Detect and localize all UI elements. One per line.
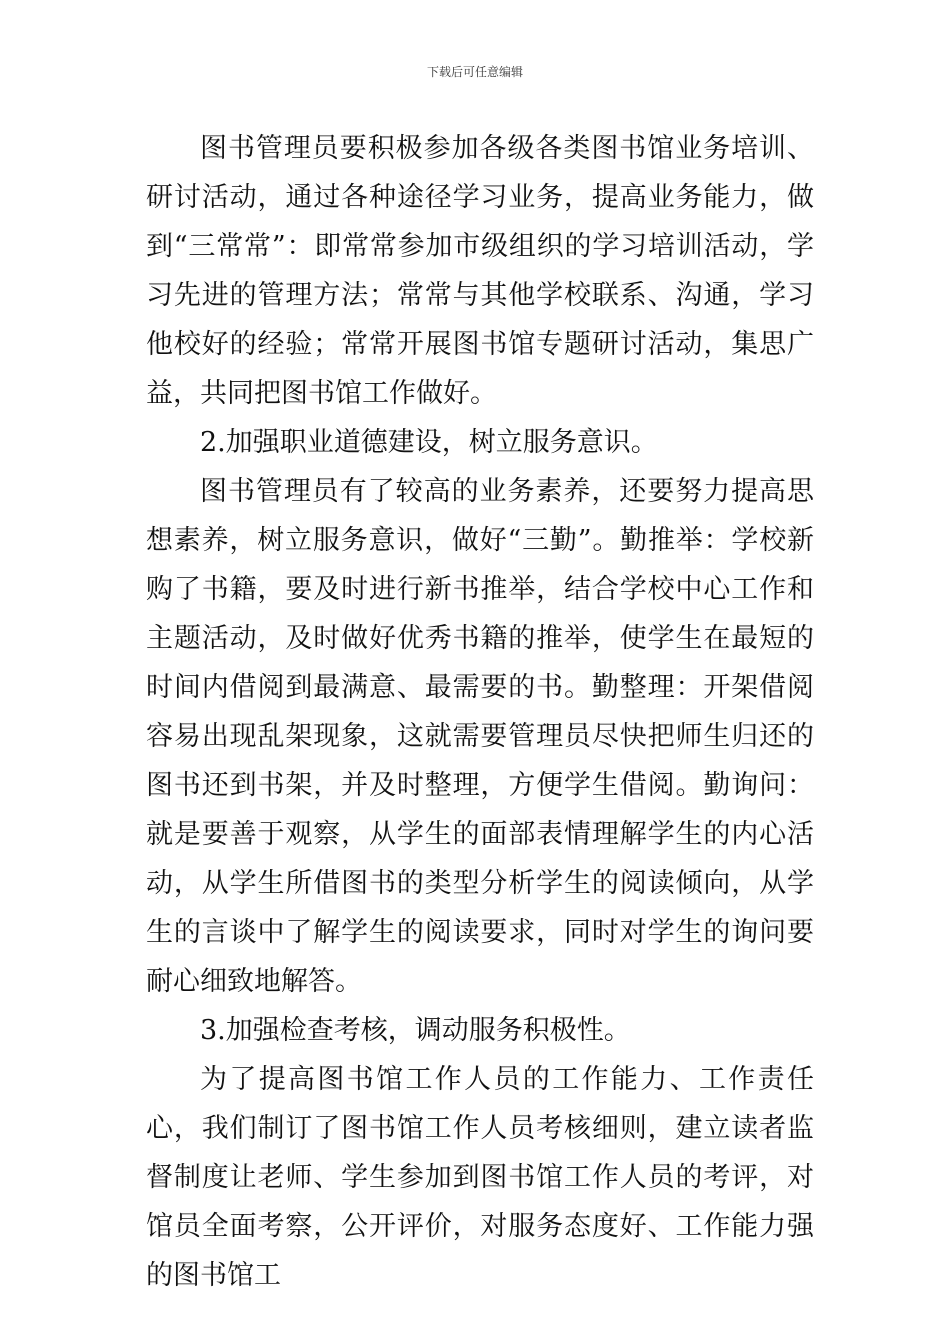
- paragraph-assessment: 为了提高图书馆工作人员的工作能力、工作责任心，我们制订了图书馆工作人员考核细则，建立读者监督制度让老师、学生参加到图书馆工作人员的考评，对馆员全面考察，公开评价，对服务态度好、工作能力强的图书馆工: [146, 1064, 814, 1291]
- section-heading-ethics: 2.加强职业道德建设，树立服务意识。: [200, 427, 658, 458]
- section-heading-assessment: 3.加强检查考核，调动服务积极性。: [200, 1015, 631, 1046]
- paragraph-training: 图书管理员要积极参加各级各类图书馆业务培训、研讨活动，通过各种途径学习业务，提高业务能力，做到“三常常”：即常常参加市级组织的学习培训活动，学习先进的管理方法；常常与其他学校联系、沟通，学习他校好的经验；常常开展图书馆专题研讨活动，集思广益，共同把图书馆工作做好。: [146, 133, 814, 409]
- document-body: [146, 124, 814, 1300]
- page-header: 下载后可任意编辑: [426, 65, 523, 79]
- paragraph-service-awareness: 图书管理员有了较高的业务素养，还要努力提高思想素养，树立服务意识，做好“三勤”。勤推举：学校新购了书籍，要及时进行新书推举，结合学校中心工作和主题活动，及时做好优秀书籍的推举，使学生在最短的时间内借阅到最满意、最需要的书。勤整理：开架借阅容易出现乱架现象，这就需要管理员尽快把师生归还的图书还到书架，并及时整理，方便学生借阅。勤询问：就是要善于观察，从学生的面部表情理解学生的内心活动，从学生所借图书的类型分析学生的阅读倾向，从学生的言谈中了解学生的阅读要求，同时对学生的询问要耐心细致地解答。: [146, 476, 814, 997]
